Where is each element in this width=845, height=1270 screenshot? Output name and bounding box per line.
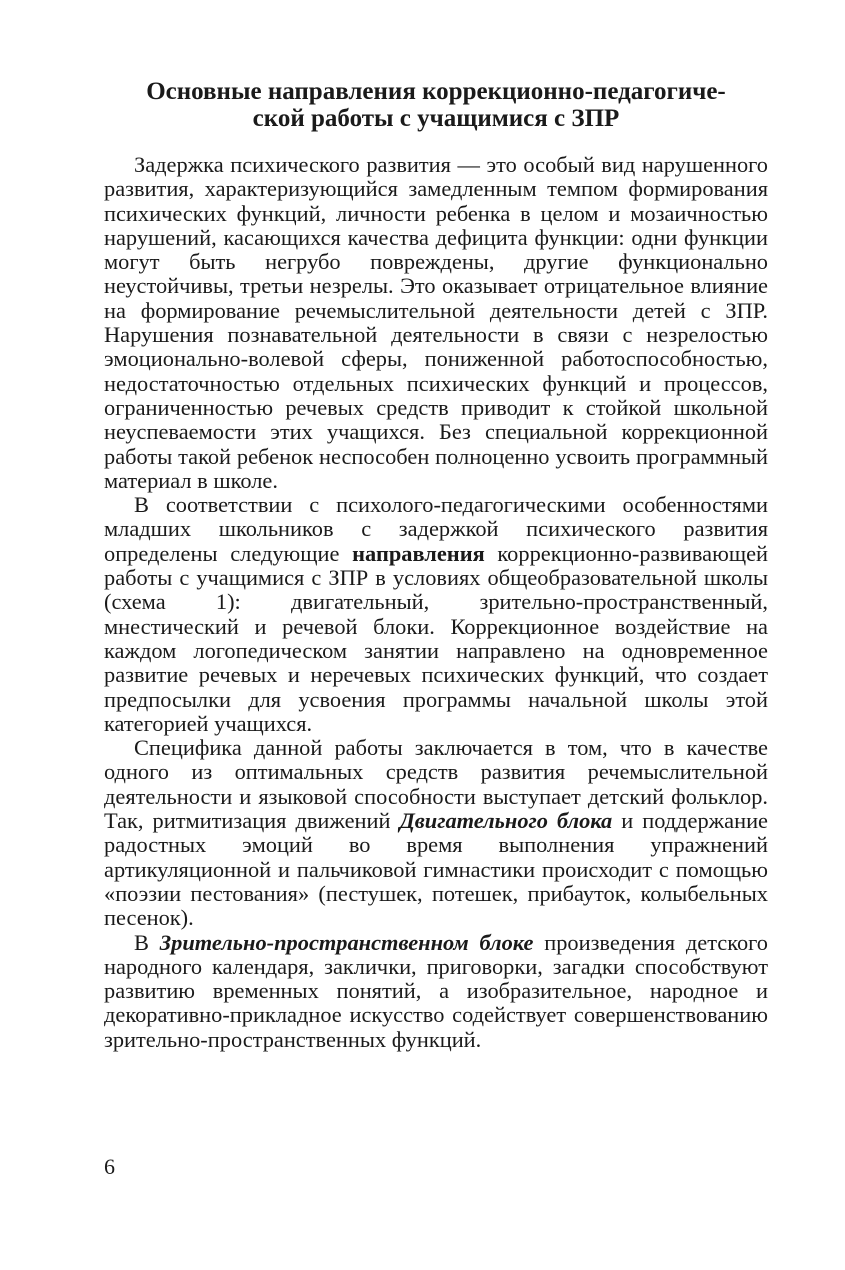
paragraph-4-emphasis: Зрительно-пространственном блоке [159,929,534,955]
paragraph-2-text-before: В соответствии с психолого-педагогическими особенностями младших школьников с задержкой психического развития определены следующие [104,492,768,566]
paragraph-4-text-after: произведения детского народного календаря, заклички, приговорки, загадки способствуют развитию временных понятий, а изобразительное, народное и декоративно-прикладное искусство содействует совершенствованию зрительно-пространственных функций. [104,929,768,1052]
page-title [104,78,768,132]
paragraph-2-text-after: коррекционно-развивающей работы с учащимися с ЗПР в условиях общеобразовательной школы (схема 1): двигательный, зрительно-пространственный, мнестический и речевой блоки. Коррекционное воздействие на каждом логопедическом занятии направлено на одновременное развитие речевых и неречевых психических функций, что создает предпосылки для усвоения программы начальной школы этой категорией учащихся. [104,540,768,736]
paragraph-1 [104,153,768,493]
paragraph-4-text-before: В [134,929,160,955]
title-line-2: ской работы с учащимися с ЗПР [252,105,620,132]
paragraph-3 [104,736,768,930]
page-body [104,78,768,1052]
paragraph-4 [104,931,768,1052]
paragraph-3-text-before: Специфика данной работы заключается в том, что в качестве одного из оптимальных средств развития речемыслительной деятельности и языковой способности выступает детский фольклор. Так, ритмитизация движений [104,735,768,834]
page-number: 6 [104,1154,115,1179]
paragraph-2 [104,493,768,736]
title-line-1: Основные направления коррекционно-педагогиче- [146,78,726,105]
paragraph-1-text: Задержка психического развития — это особый вид нарушенного развития, характеризующийся замедленным темпом формирования психических функций, личности ребенка в целом и мозаичностью нарушений, касающихся качества дефицита функции: одни функции могут быть негрубо повреждены, другие функционально неустойчивы, третьи незрелы. Это оказывает отрицательное влияние на формирование речемыслительной деятельности детей с ЗПР. Нарушения познавательной деятельности в связи с незрелостью эмоционально-волевой сферы, пониженной работоспособностью, недостаточностью отдельных психических функций и процессов, ограниченностью речевых средств приводит к стойкой школьной неуспеваемости этих учащихся. Без специальной коррекционной работы такой ребенок неспособен полноценно усвоить программный материал в школе. [104,152,768,493]
paragraph-2-bold-term: направления [352,540,485,566]
paragraph-3-emphasis: Двигательного блока [399,808,613,834]
paragraph-3-text-after: и поддержание радостных эмоций во время выполнения упражнений артикуляционной и пальчиковой гимнастики происходит с помощью «поэзии пестования» (пестушек, потешек, прибауток, колыбельных песенок). [104,808,768,931]
